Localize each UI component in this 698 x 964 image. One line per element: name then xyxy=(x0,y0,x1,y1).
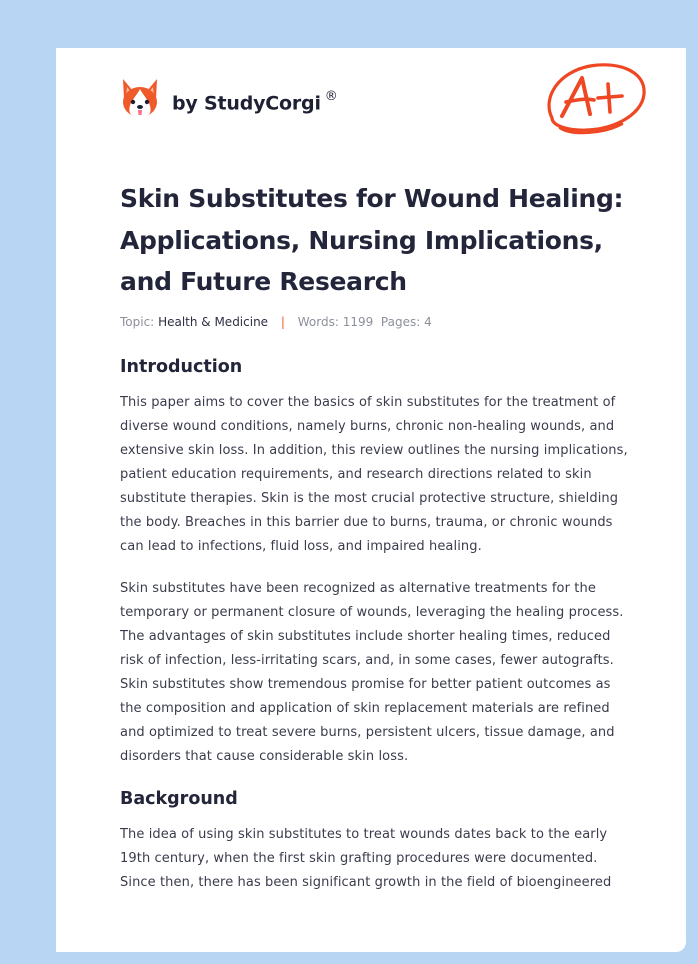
words-label: Words: xyxy=(297,314,339,329)
article-content xyxy=(120,178,636,895)
document-page xyxy=(56,48,686,952)
brand-name: by StudyCorgi ® xyxy=(172,89,338,115)
section-heading-background: Background xyxy=(120,788,238,809)
topic-link[interactable]: Health & Medicine xyxy=(158,314,269,329)
words-count: 1199 xyxy=(342,314,374,329)
article-meta xyxy=(120,313,636,331)
pages-label: Pages: xyxy=(380,314,421,329)
section-heading-introduction: Introduction xyxy=(120,356,243,377)
a-plus-icon xyxy=(538,58,650,140)
registered-mark: ® xyxy=(324,89,338,105)
page-header xyxy=(56,48,686,158)
paragraph: The idea of using skin substitutes to treat wounds dates back to the early 19th century, when the first skin grafting procedures were documented. Since then, there has been significant growth in the field of bioengineered xyxy=(120,826,612,890)
pages-count: 4 xyxy=(424,314,432,329)
paragraph: Skin substitutes have been recognized as alternative treatments for the temporary or permanent closure of wounds, leveraging the healing process. The advantages of skin substitutes include shorter healing times, reduced risk of infection, less-irritating scars, and, in some cases, fewer autografts. Skin substitutes show tremendous promise for better patient outcomes as the composition and application of skin replacement materials are refined and optimized to treat severe burns, persistent ulcers, tissue damage, and disorders that cause considerable skin loss. xyxy=(120,580,624,764)
page-title: Skin Substitutes for Wound Healing: Applications, Nursing Implications, and Future Research xyxy=(120,184,624,296)
corgi-icon xyxy=(120,77,160,121)
grade-badge xyxy=(538,58,650,144)
studycorgi-logo[interactable] xyxy=(120,75,338,123)
paragraph: This paper aims to cover the basics of skin substitutes for the treatment of diverse wound conditions, namely burns, chronic non-healing wounds, and extensive skin loss. In addition, this review outlines the nursing implications, patient education requirements, and research directions related to skin substitute therapies. Skin is the most crucial protective structure, shielding the body. Breaches in this barrier due to burns, trauma, or chronic wounds can lead to infections, fluid loss, and impaired healing. xyxy=(120,394,628,554)
topic-label: Topic: xyxy=(120,314,155,329)
meta-separator: | xyxy=(280,314,285,329)
